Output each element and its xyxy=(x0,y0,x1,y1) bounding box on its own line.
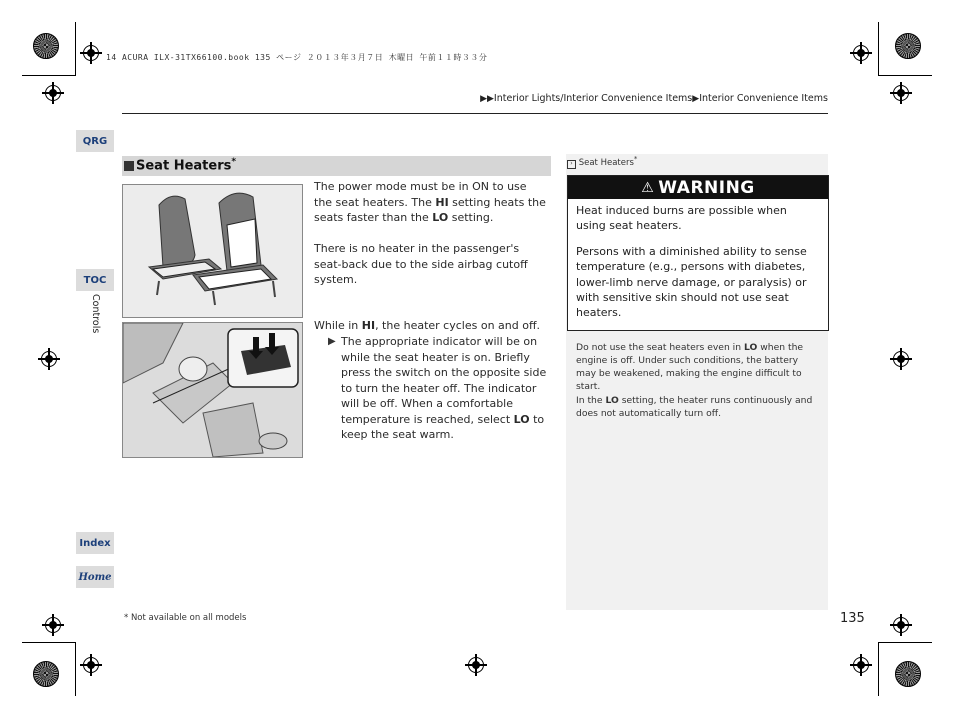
chapter-label: Controls xyxy=(90,294,101,334)
print-header: 14 ACURA ILX-31TX66100.book 135 ページ ２０１３年３月７日 木曜日 午前１１時３３分 xyxy=(106,53,488,62)
console-image xyxy=(123,323,302,457)
reference-icon: › xyxy=(567,160,576,169)
crop-line xyxy=(878,75,932,76)
paragraph-power-mode: The power mode must be in ON to use the seat heaters. The HI setting heats the seats faster than the LO setting. xyxy=(314,180,546,224)
registration-mark-icon xyxy=(80,654,102,676)
registration-mark-icon xyxy=(890,614,912,636)
registration-mark-icon xyxy=(850,654,872,676)
seat-heater-seats-image xyxy=(123,185,302,317)
not-all-models-marker: * xyxy=(231,157,237,167)
paragraph-hi-cycle: While in HI, the heater cycles on and off. xyxy=(314,319,541,332)
registration-mark-icon xyxy=(850,42,872,64)
note-engine-off: Do not use the seat heaters even in LO when the engine is off. Under such conditions, the battery may be weakened, making the engine difficult to start. xyxy=(576,342,804,392)
breadcrumb-item[interactable]: Interior Lights/Interior Convenience Items xyxy=(493,93,693,104)
crop-line xyxy=(75,642,76,696)
registration-mark-icon xyxy=(465,654,487,676)
crop-line xyxy=(878,642,932,643)
warning-header: ⚠ WARNING xyxy=(568,176,828,199)
color-rosette-icon xyxy=(895,33,921,59)
home-tab[interactable] xyxy=(76,566,114,588)
registration-mark-icon xyxy=(42,614,64,636)
registration-mark-icon xyxy=(80,42,102,64)
note-lo-setting: In the LO setting, the heater runs continuously and does not automatically turn off. xyxy=(576,395,813,419)
panel-reference: › Seat Heaters* xyxy=(567,155,637,169)
triangle-right-icon: ▶▶ xyxy=(480,94,494,104)
index-tab[interactable]: Index xyxy=(76,532,114,554)
page-number: 135 xyxy=(840,611,865,626)
registration-mark-icon xyxy=(890,348,912,370)
registration-mark-icon xyxy=(38,348,60,370)
section-title: Seat Heaters* xyxy=(136,157,237,174)
warning-text-1: Heat induced burns are possible when using seat heaters. xyxy=(576,204,787,233)
paragraph-indicator: The appropriate indicator will be on while the seat heater is on. Briefly press the switch on the opposite side to turn the heater off. The indicator will be off. When a comfortable temperature is reached, select LO to keep the seat warm. xyxy=(341,335,547,441)
triangle-right-icon: ▶ xyxy=(328,336,336,347)
crop-line xyxy=(22,642,76,643)
crop-line xyxy=(22,75,76,76)
breadcrumb xyxy=(480,93,828,104)
seats-illustration xyxy=(122,184,303,318)
registration-mark-icon xyxy=(42,82,64,104)
footnote: * Not available on all models xyxy=(124,613,247,623)
crop-line xyxy=(75,22,76,76)
toc-tab[interactable]: TOC xyxy=(76,269,114,291)
breadcrumb-item[interactable]: Interior Convenience Items xyxy=(699,93,828,104)
warning-triangle-icon: ⚠ xyxy=(641,179,655,196)
warning-box xyxy=(567,175,829,331)
color-rosette-icon xyxy=(33,33,59,59)
home-label: Home xyxy=(78,571,112,583)
console-switch-illustration xyxy=(122,322,303,458)
header-rule xyxy=(122,113,828,114)
crop-line xyxy=(878,642,879,696)
triangle-right-icon: ▶ xyxy=(692,94,700,104)
registration-mark-icon xyxy=(890,82,912,104)
qrg-tab[interactable]: QRG xyxy=(76,130,114,152)
color-rosette-icon xyxy=(33,661,59,687)
paragraph-passenger-seat: There is no heater in the passenger's seat-back due to the side airbag cutoff system. xyxy=(314,242,528,286)
crop-line xyxy=(878,22,879,76)
color-rosette-icon xyxy=(895,661,921,687)
section-square-icon xyxy=(124,161,134,171)
warning-text-2: Persons with a diminished ability to sense temperature (e.g., persons with diabetes, lower-limb nerve damage, or paralysis) or with sensitive skin should not use seat heaters. xyxy=(576,245,807,320)
